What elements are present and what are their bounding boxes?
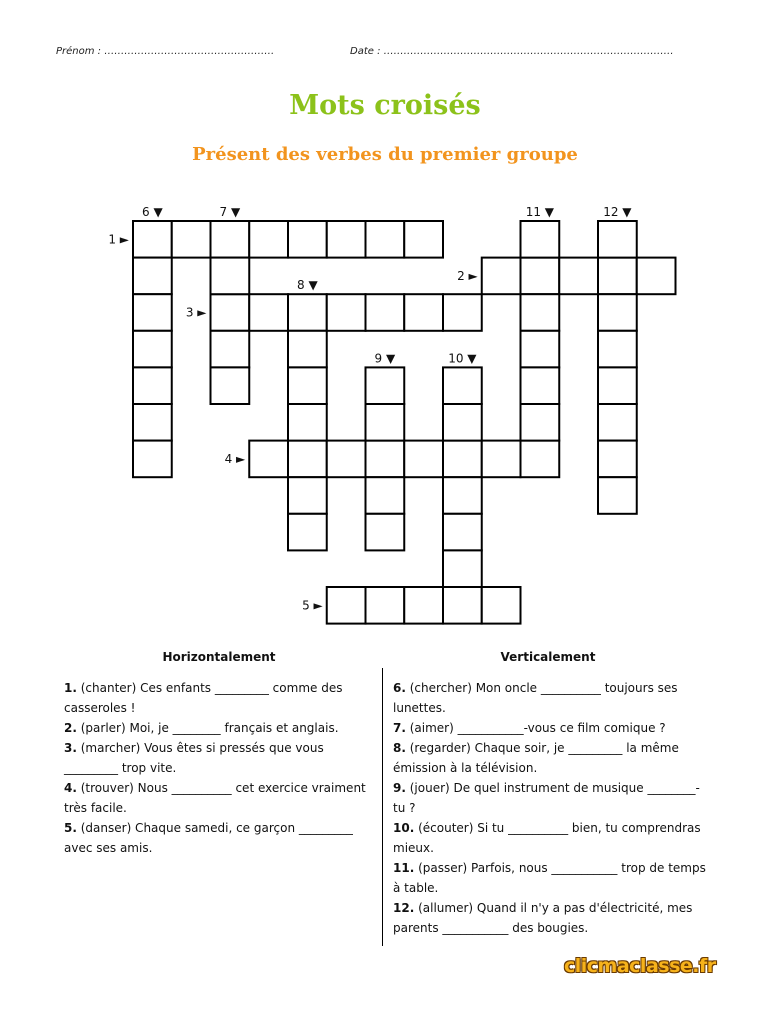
column-divider [382,668,383,946]
clue-2: 2. (parler) Moi, je ________ français et anglais. [64,721,339,735]
grid-cell[interactable] [366,514,405,551]
grid-cell[interactable] [366,404,405,441]
date-field[interactable]: Date : …………………………………………………………………………… [350,46,674,57]
grid-cell[interactable] [598,477,637,514]
grid-cell[interactable] [598,367,637,404]
grid-cell[interactable] [598,294,637,331]
clue-number-6: 6 ▼ [142,205,163,219]
clue-4: 4. (trouver) Nous __________ cet exercice vraiment très facile. [64,781,366,815]
clue-number-10: 10 ▼ [448,351,477,366]
grid-cell[interactable] [443,404,482,441]
clue-number-4: 4 ► [224,451,246,466]
grid-cell[interactable] [211,258,250,295]
grid-cell[interactable] [327,221,366,258]
grid-cell[interactable] [172,221,211,258]
grid-cell[interactable] [521,441,560,478]
clue-number-8: 8 ▼ [297,278,318,293]
grid-cell[interactable] [482,587,521,624]
grid-cell[interactable] [598,441,637,478]
grid-cell[interactable] [133,441,172,478]
grid-cell[interactable] [443,441,482,478]
clue-9: 9. (jouer) De quel instrument de musique ________-tu ? [393,781,700,815]
grid-cell[interactable] [288,367,327,404]
grid-cell[interactable] [288,477,327,514]
grid-cell[interactable] [598,258,637,295]
grid-cell[interactable] [443,514,482,551]
clue-12: 12. (allumer) Quand il n'y a pas d'électricité, mes parents ___________ des bougies. [393,901,693,935]
grid-cell[interactable] [133,294,172,331]
clue-8: 8. (regarder) Chaque soir, je _________ la même émission à la télévision. [393,741,679,775]
grid-cell[interactable] [249,221,288,258]
grid-cell[interactable] [366,221,405,258]
grid-cell[interactable] [211,221,250,258]
grid-cell[interactable] [133,221,172,258]
grid-cell[interactable] [249,441,288,478]
horizontal-clues [64,678,376,858]
grid-cell[interactable] [482,441,521,478]
clue-3: 3. (marcher) Vous êtes si pressés que vous _________ trop vite. [64,741,324,775]
clue-number-12: 12 ▼ [603,205,632,219]
clue-number-7: 7 ▼ [219,205,241,219]
grid-cell[interactable] [521,404,560,441]
grid-cell[interactable] [211,294,250,331]
grid-cell[interactable] [211,331,250,368]
clue-1: 1. (chanter) Ces enfants _________ comme des casseroles ! [64,681,343,715]
clue-number-5: 5 ► [302,598,323,613]
clue-5: 5. (danser) Chaque samedi, ce garçon _________ avec ses amis. [64,821,353,855]
grid-cell[interactable] [288,221,327,258]
grid-cell[interactable] [366,587,405,624]
clue-6: 6. (chercher) Mon oncle __________ toujours ses lunettes. [393,681,678,715]
grid-cell[interactable] [366,367,405,404]
grid-cell[interactable] [288,441,327,478]
grid-cell[interactable] [404,441,443,478]
grid-cell[interactable] [521,367,560,404]
grid-cell[interactable] [288,514,327,551]
grid-cell[interactable] [598,404,637,441]
vertical-clues [393,678,711,938]
clue-7: 7. (aimer) ___________-vous ce film comique ? [393,721,666,735]
grid-cell[interactable] [327,294,366,331]
grid-cell[interactable] [366,441,405,478]
grid-cell[interactable] [366,477,405,514]
clue-11: 11. (passer) Parfois, nous ___________ trop de temps à table. [393,861,706,895]
clue-number-3: 3 ► [185,305,207,320]
grid-cell[interactable] [133,367,172,404]
grid-cell[interactable] [404,587,443,624]
grid-cell[interactable] [443,367,482,404]
clue-number-11: 11 ▼ [525,205,555,219]
clue-number-9: 9 ▼ [374,351,396,366]
horizontal-heading: Horizontalement [162,650,276,664]
grid-cell[interactable] [288,331,327,368]
page-title: Mots croisés [289,90,481,121]
grid-cell[interactable] [249,294,288,331]
grid-cell[interactable] [521,294,560,331]
site-logo: clicmaclasse.fr [564,955,716,977]
grid-cell[interactable] [521,258,560,295]
grid-cell[interactable] [404,221,443,258]
grid-cell[interactable] [598,331,637,368]
clue-number-1: 1 ► [108,232,129,247]
grid-cell[interactable] [637,258,676,295]
grid-cell[interactable] [288,294,327,331]
grid-cell[interactable] [482,258,521,295]
grid-cell[interactable] [327,441,366,478]
page-subtitle: Présent des verbes du premier groupe [192,144,578,165]
grid-cell[interactable] [327,587,366,624]
grid-cell[interactable] [404,294,443,331]
grid-cell[interactable] [521,221,560,258]
clue-number-2: 2 ► [457,268,478,283]
grid-cell[interactable] [443,550,482,587]
grid-cell[interactable] [443,477,482,514]
vertical-heading: Verticalement [500,650,596,664]
grid-cell[interactable] [133,404,172,441]
grid-cell[interactable] [443,587,482,624]
grid-cell[interactable] [211,367,250,404]
grid-cell[interactable] [288,404,327,441]
grid-cell[interactable] [443,294,482,331]
grid-cell[interactable] [133,331,172,368]
grid-cell[interactable] [559,258,598,295]
grid-cell[interactable] [598,221,637,258]
clue-10: 10. (écouter) Si tu __________ bien, tu comprendras mieux. [393,821,701,855]
grid-cell[interactable] [521,331,560,368]
grid-cell[interactable] [366,294,405,331]
grid-cell[interactable] [133,258,172,295]
first-name-field[interactable]: Prénom : …………………………………………… [56,46,275,57]
